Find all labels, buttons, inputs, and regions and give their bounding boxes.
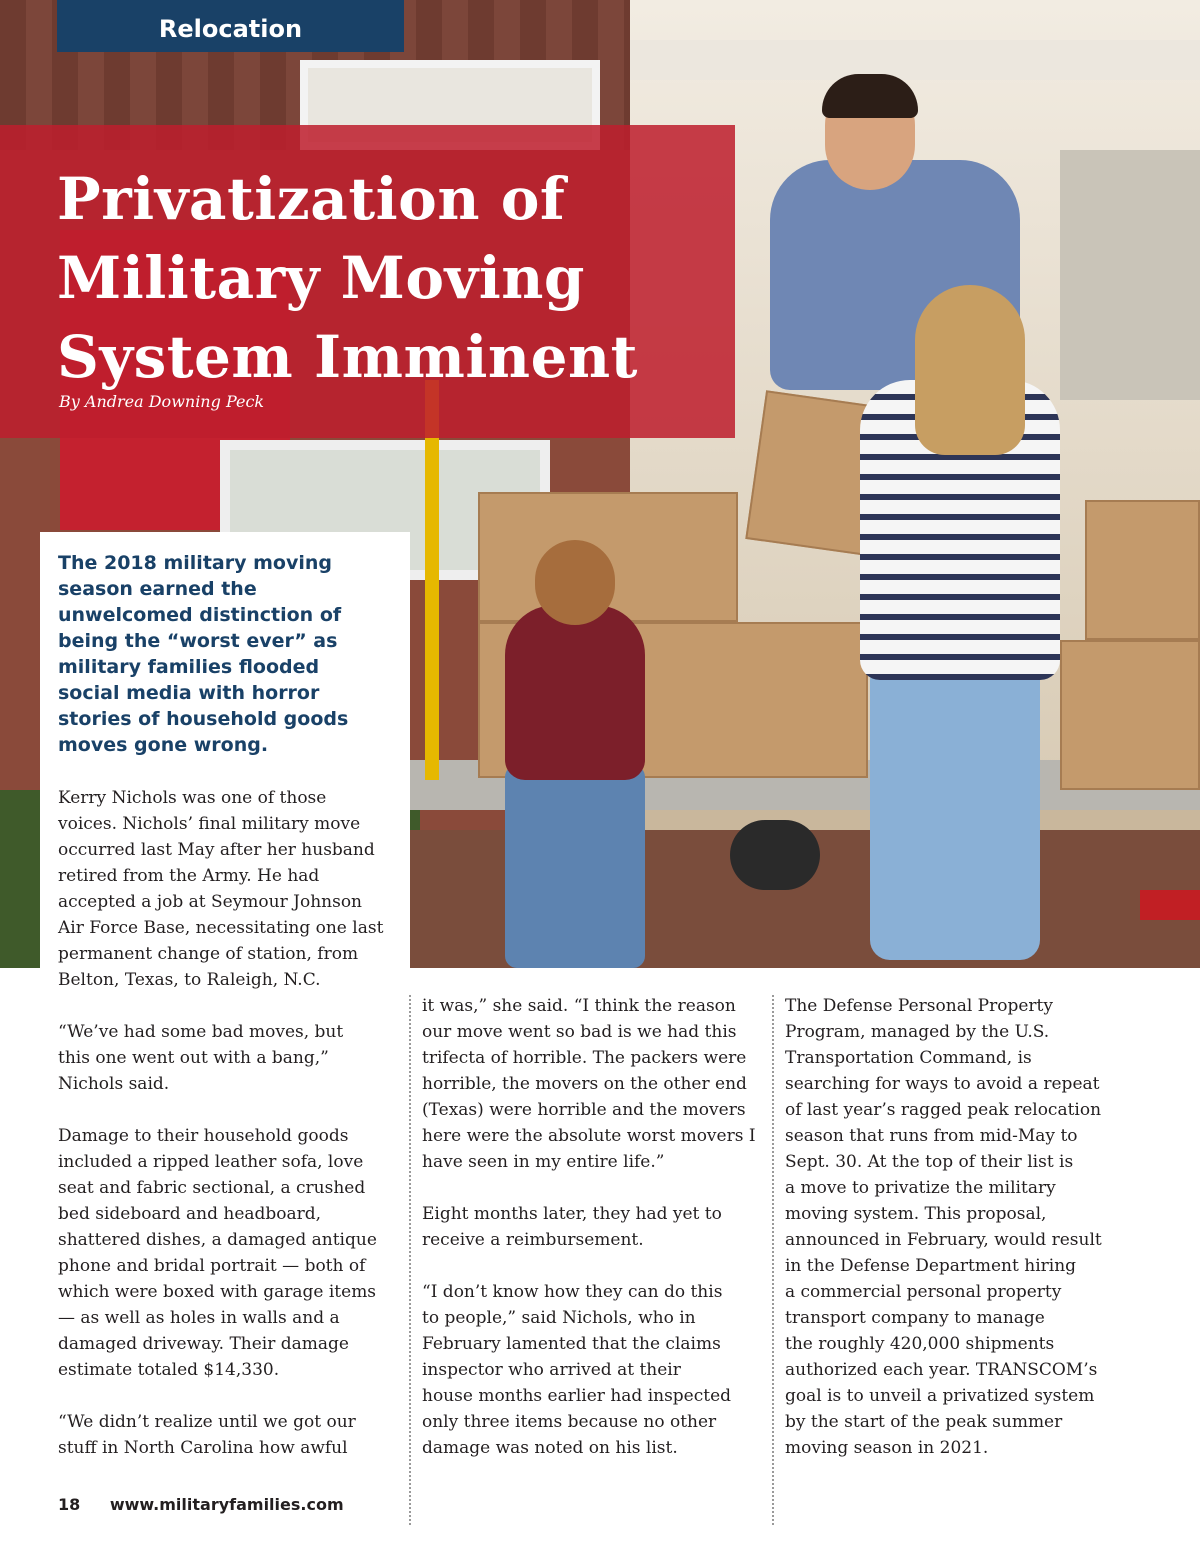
- body-line: bed sideboard and headboard,: [58, 1204, 322, 1224]
- body-column-1: [58, 785, 398, 1461]
- cardboard-box: [1085, 500, 1200, 640]
- body-line: our move went so bad is we had this: [422, 1022, 737, 1042]
- body-line: February lamented that the claims: [422, 1334, 721, 1354]
- truck-roof: [630, 40, 1200, 80]
- body-line: Sept. 30. At the top of their list is: [785, 1152, 1074, 1172]
- body-line: a move to privatize the military: [785, 1178, 1056, 1198]
- deck-line: unwelcomed distinction of: [58, 604, 342, 626]
- body-line: moving system. This proposal,: [785, 1204, 1047, 1224]
- body-line: here were the absolute worst movers I: [422, 1126, 756, 1146]
- truck-wheel: [730, 820, 820, 890]
- headline-line: Privatization of: [57, 165, 566, 233]
- deck-line: being the “worst ever” as: [58, 630, 338, 652]
- body-line: Eight months later, they had yet to: [422, 1204, 722, 1224]
- byline: By Andrea Downing Peck: [59, 392, 265, 411]
- body-line: house months earlier had inspected: [422, 1386, 732, 1406]
- body-line: voices. Nichols’ final military move: [58, 814, 361, 834]
- headline-line: Military Moving: [57, 244, 585, 312]
- deck-line: The 2018 military moving: [58, 552, 332, 574]
- body-line: authorized each year. TRANSCOM’s: [785, 1360, 1098, 1380]
- body-line: inspector who arrived at their: [422, 1360, 681, 1380]
- body-line: stuff in North Carolina how awful: [58, 1438, 348, 1458]
- deck-line: social media with horror: [58, 682, 320, 704]
- paragraph-gap: [58, 993, 398, 1019]
- column-divider: [772, 995, 774, 1525]
- body-column-3: [785, 993, 1130, 1461]
- body-line: this one went out with a bang,”: [58, 1048, 329, 1068]
- woman-jeans: [870, 660, 1040, 960]
- body-line: season that runs from mid-May to: [785, 1126, 1078, 1146]
- body-line: transport company to manage: [785, 1308, 1045, 1328]
- body-line: permanent change of station, from: [58, 944, 359, 964]
- body-line: Kerry Nichols was one of those: [58, 788, 327, 808]
- body-line: — as well as holes in walls and a: [58, 1308, 340, 1328]
- body-line: (Texas) were horrible and the movers: [422, 1100, 746, 1120]
- body-line: damaged driveway. Their damage: [58, 1334, 349, 1354]
- body-line: in the Defense Department hiring: [785, 1256, 1077, 1276]
- body-line: Air Force Base, necessitating one last: [58, 918, 384, 938]
- body-line: “We’ve had some bad moves, but: [58, 1022, 344, 1042]
- hand-truck: [425, 380, 439, 780]
- body-column-2: [422, 993, 762, 1461]
- body-line: estimate totaled $14,330.: [58, 1360, 280, 1380]
- body-line: included a ripped leather sofa, love: [58, 1152, 364, 1172]
- body-line: Program, managed by the U.S.: [785, 1022, 1050, 1042]
- body-line: “I don’t know how they can do this: [422, 1282, 723, 1302]
- body-line: announced in February, would result: [785, 1230, 1102, 1250]
- body-line: “We didn’t realize until we got our: [58, 1412, 356, 1432]
- cardboard-box: [1060, 640, 1200, 790]
- body-line: the roughly 420,000 shipments: [785, 1334, 1055, 1354]
- body-line: damage was noted on his list.: [422, 1438, 678, 1458]
- paragraph-gap: [422, 1253, 762, 1279]
- appliance: [1060, 150, 1200, 400]
- deck-line: stories of household goods: [58, 708, 349, 730]
- deck: [58, 550, 403, 758]
- body-line: The Defense Personal Property: [785, 996, 1053, 1016]
- body-line: searching for ways to avoid a repeat: [785, 1074, 1100, 1094]
- body-line: accepted a job at Seymour Johnson: [58, 892, 362, 912]
- paragraph-gap: [58, 1097, 398, 1123]
- body-line: goal is to unveil a privatized system: [785, 1386, 1095, 1406]
- body-line: to people,” said Nichols, who in: [422, 1308, 696, 1328]
- body-line: seat and fabric sectional, a crushed: [58, 1178, 366, 1198]
- headline: [57, 160, 737, 397]
- woman-hair: [915, 285, 1025, 455]
- headline-line: System Imminent: [57, 323, 638, 391]
- column-divider: [409, 995, 411, 1525]
- boy-figure: [505, 605, 645, 780]
- body-line: it was,” she said. “I think the reason: [422, 996, 736, 1016]
- body-line: trifecta of horrible. The packers were: [422, 1048, 747, 1068]
- body-line: retired from the Army. He had: [58, 866, 320, 886]
- page-number: 18: [58, 1495, 81, 1514]
- body-line: phone and bridal portrait — both of: [58, 1256, 366, 1276]
- deck-line: military families flooded: [58, 656, 320, 678]
- boy-jeans: [505, 765, 645, 968]
- body-line: shattered dishes, a damaged antique: [58, 1230, 377, 1250]
- paragraph-gap: [422, 1175, 762, 1201]
- boy-head: [535, 540, 615, 625]
- man-hair: [822, 74, 918, 118]
- paragraph-gap: [58, 1383, 398, 1409]
- body-line: Belton, Texas, to Raleigh, N.C.: [58, 970, 321, 990]
- website-link[interactable]: www.militaryfamilies.com: [109, 1495, 344, 1514]
- body-line: Nichols said.: [58, 1074, 170, 1094]
- section-label: Relocation: [57, 0, 404, 52]
- body-line: receive a reimbursement.: [422, 1230, 644, 1250]
- deck-line: season earned the: [58, 578, 257, 600]
- body-line: have seen in my entire life.”: [422, 1152, 665, 1172]
- body-line: moving season in 2021.: [785, 1438, 989, 1458]
- deck-line: moves gone wrong.: [58, 734, 269, 756]
- body-line: of last year’s ragged peak relocation: [785, 1100, 1102, 1120]
- body-line: Damage to their household goods: [58, 1126, 349, 1146]
- body-line: Transportation Command, is: [785, 1048, 1032, 1068]
- body-line: which were boxed with garage items: [58, 1282, 377, 1302]
- truck-bumper: [1140, 890, 1200, 920]
- body-line: occurred last May after her husband: [58, 840, 375, 860]
- body-line: a commercial personal property: [785, 1282, 1062, 1302]
- body-line: horrible, the movers on the other end: [422, 1074, 747, 1094]
- body-line: by the start of the peak summer: [785, 1412, 1063, 1432]
- page-footer: [58, 1495, 344, 1514]
- body-line: only three items because no other: [422, 1412, 717, 1432]
